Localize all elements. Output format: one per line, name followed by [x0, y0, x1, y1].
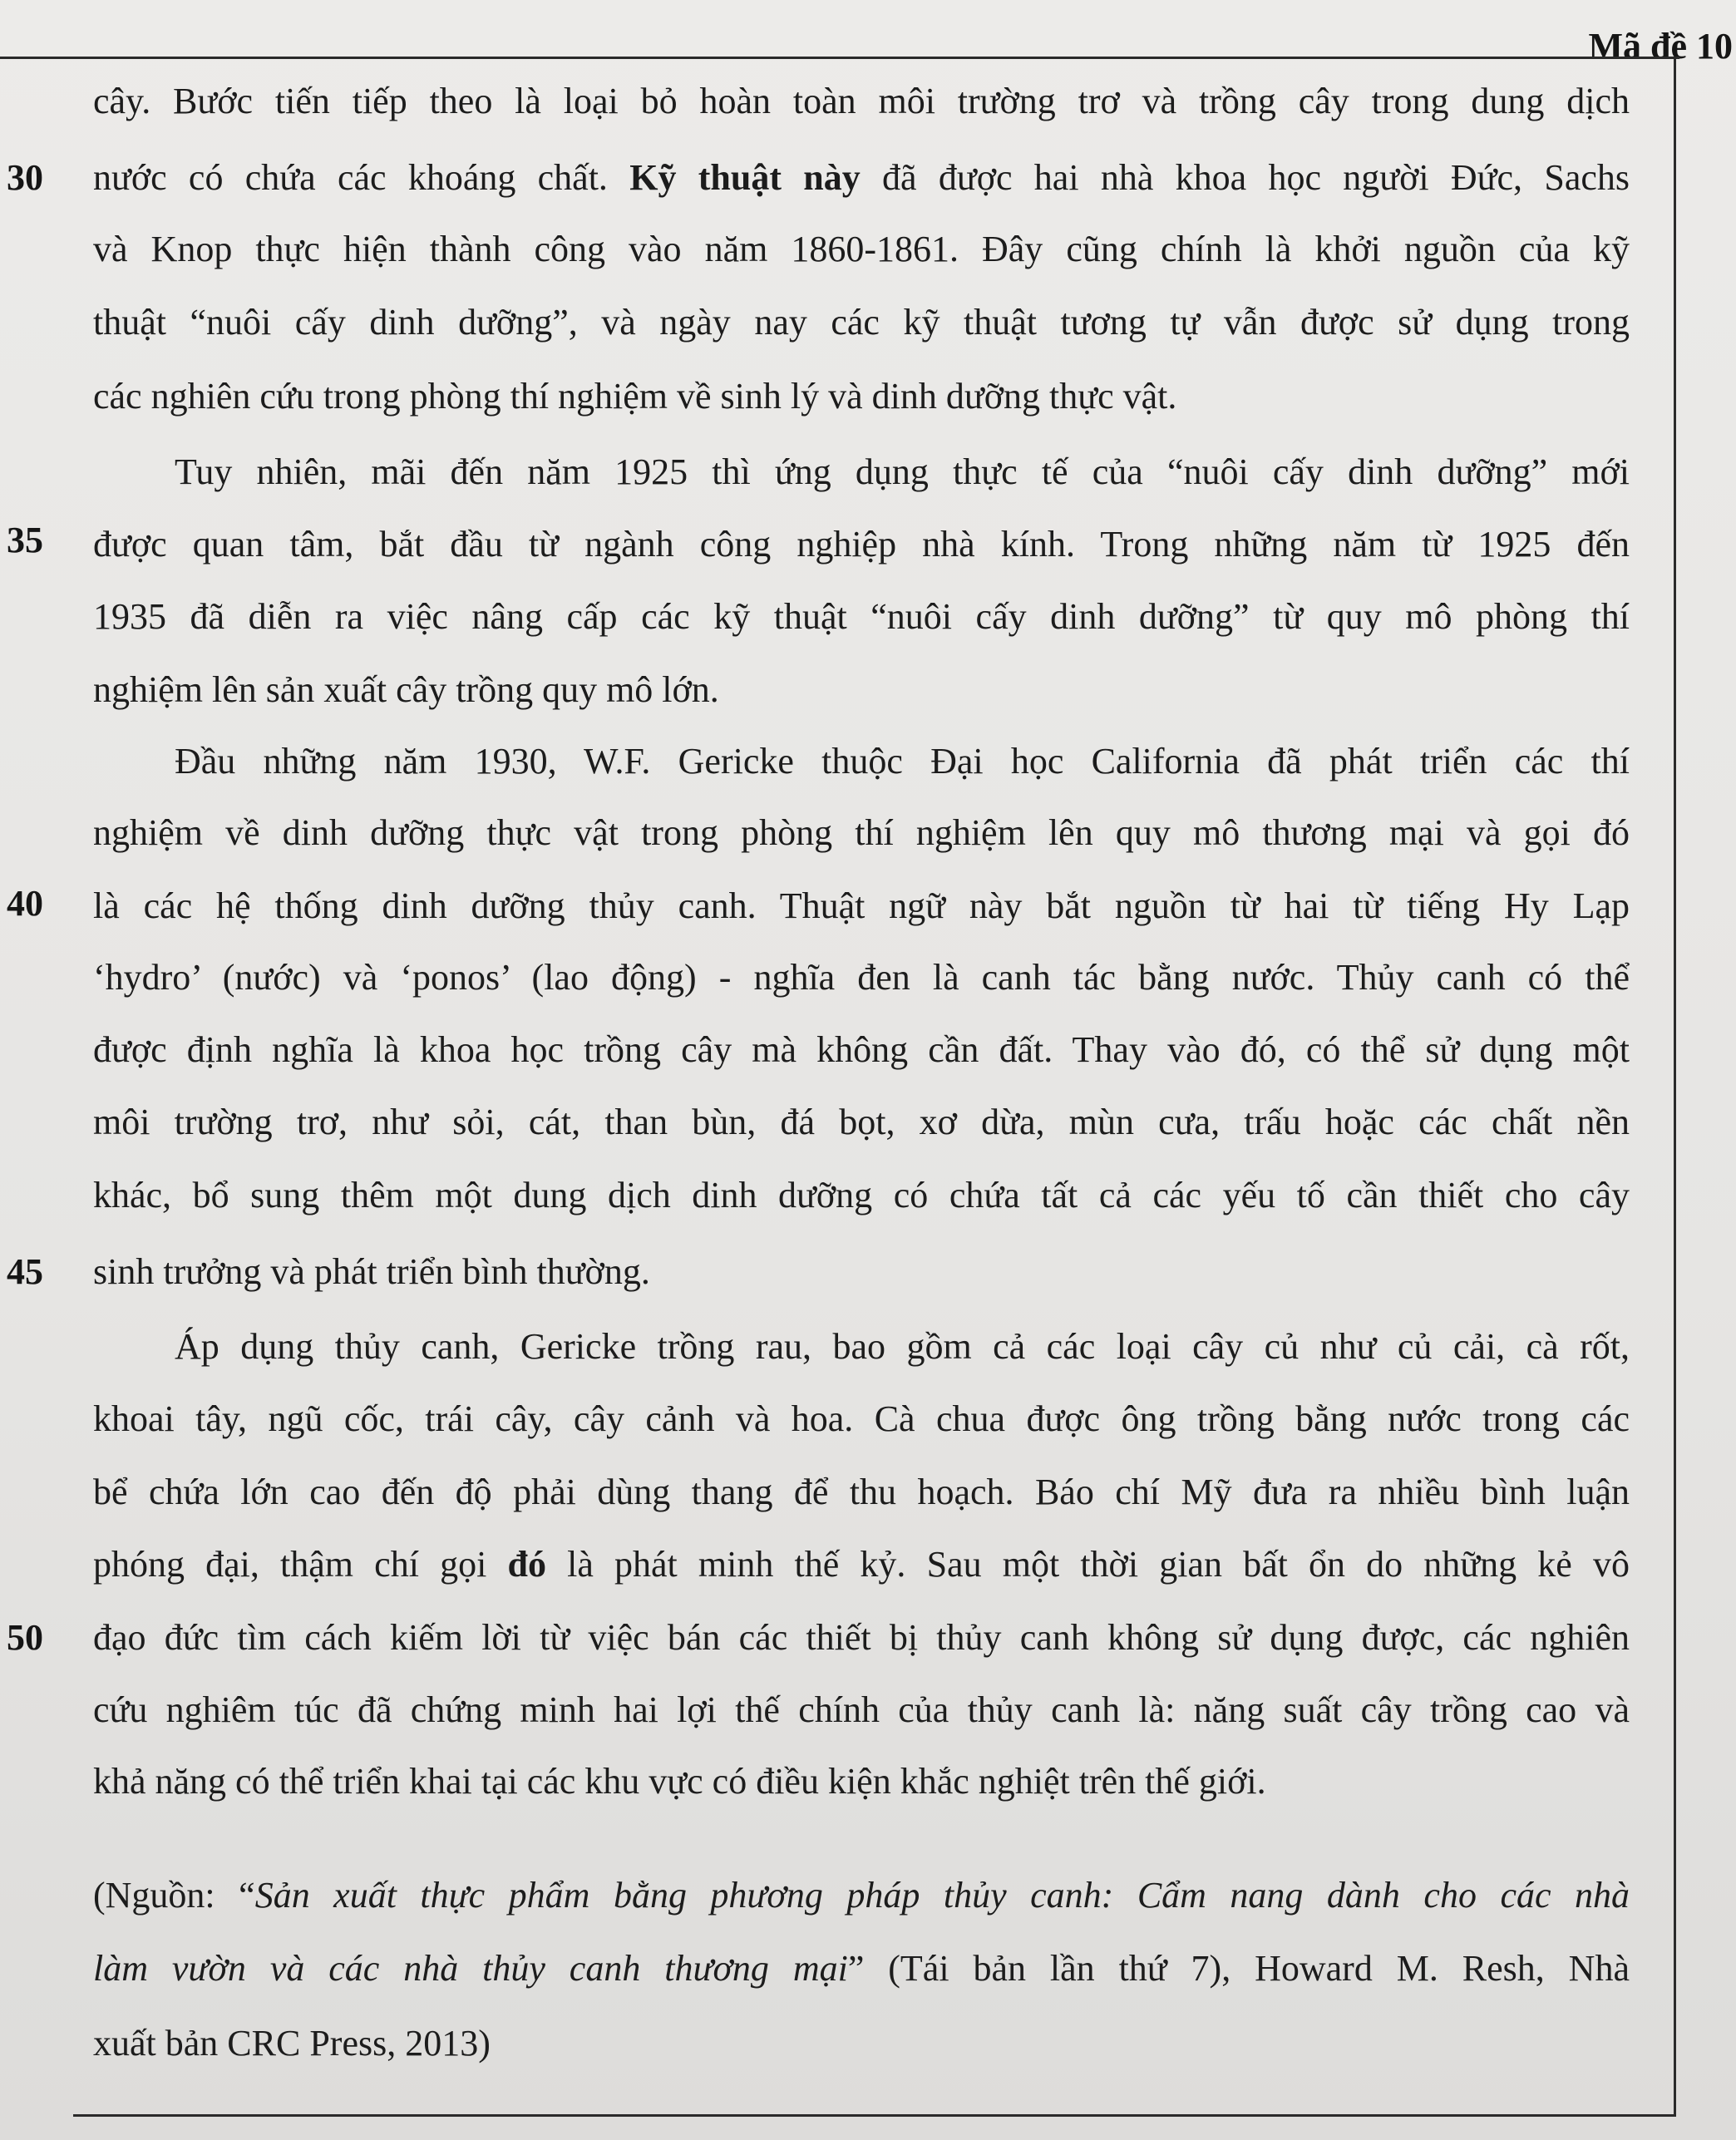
- passage-line: nghiệm lên sản xuất cây trồng quy mô lớn.: [93, 669, 719, 710]
- passage-line: bể chứa lớn cao đến độ phải dùng thang để thu hoạch. Báo chí Mỹ đưa ra nhiều bình luận: [93, 1472, 1630, 1512]
- exam-code: Mã đề 10: [1588, 26, 1733, 67]
- text-run: ” (Tái bản lần thứ 7), Howard M. Resh, Nhà: [847, 1948, 1630, 1989]
- bold-word-do: đó: [507, 1544, 546, 1585]
- source-citation-line: [93, 1871, 1630, 1921]
- line-number: 40: [7, 883, 43, 924]
- source-title: Sản xuất thực phẩm bằng phương pháp thủy canh: Cẩm nang dành cho các nhà: [254, 1875, 1630, 1916]
- source-title: làm vườn và các nhà thủy canh thương mại: [93, 1948, 848, 1989]
- passage-line: cây. Bước tiến tiếp theo là loại bỏ hoàn toàn môi trường trơ và trồng cây trong dung dịch: [93, 81, 1630, 121]
- passage-line: sinh trưởng và phát triển bình thường.: [93, 1251, 650, 1292]
- passage-line: khả năng có thể triển khai tại các khu vực có điều kiện khắc nghiệt trên thế giới.: [93, 1761, 1266, 1802]
- passage-line: môi trường trơ, như sỏi, cát, than bùn, đá bọt, xơ dừa, mùn cưa, trấu hoặc các chất nền: [93, 1102, 1630, 1142]
- line-number: 30: [7, 157, 43, 198]
- bold-phrase-ky-thuat-nay: Kỹ thuật này: [629, 157, 861, 198]
- text-run: là phát minh thế kỷ. Sau một thời gian bất ổn do những kẻ vô: [545, 1544, 1630, 1585]
- text-run: đã được hai nhà khoa học người Đức, Sachs: [860, 157, 1630, 198]
- passage-line: đạo đức tìm cách kiếm lời từ việc bán các thiết bị thủy canh không sử dụng được, các nghiên: [93, 1617, 1630, 1658]
- passage-line: 1935 đã diễn ra việc nâng cấp các kỹ thuật “nuôi cấy dinh dưỡng” từ quy mô phòng thí: [93, 596, 1630, 637]
- passage-line: Tuy nhiên, mãi đến năm 1925 thì ứng dụng thực tế của “nuôi cấy dinh dưỡng” mới: [175, 451, 1630, 492]
- passage-line: được quan tâm, bắt đầu từ ngành công nghiệp nhà kính. Trong những năm từ 1925 đến: [93, 524, 1630, 565]
- passage-line: ‘hydro’ (nước) và ‘ponos’ (lao động) - nghĩa đen là canh tác bằng nước. Thủy canh có thể: [93, 957, 1630, 998]
- passage-line: Áp dụng thủy canh, Gericke trồng rau, bao gồm cả các loại cây củ như củ cải, cà rốt,: [175, 1326, 1630, 1367]
- source-citation-line: xuất bản CRC Press, 2013): [93, 2023, 491, 2064]
- text-run: (Nguồn: “: [93, 1875, 255, 1916]
- passage-line: khác, bổ sung thêm một dung dịch dinh dưỡng có chứa tất cả các yếu tố cần thiết cho cây: [93, 1175, 1630, 1215]
- passage-line: [93, 1540, 1630, 1590]
- line-number: 50: [7, 1617, 43, 1658]
- passage-line: các nghiên cứu trong phòng thí nghiệm về sinh lý và dinh dưỡng thực vật.: [93, 376, 1177, 417]
- passage-line: Đầu những năm 1930, W.F. Gericke thuộc Đại học California đã phát triển các thí: [175, 741, 1630, 782]
- text-run: nước có chứa các khoáng chất.: [93, 157, 630, 198]
- passage-line: cứu nghiêm túc đã chứng minh hai lợi thế chính của thủy canh là: năng suất cây trồng cao và: [93, 1689, 1630, 1730]
- line-number: 45: [7, 1251, 43, 1292]
- line-number: 35: [7, 520, 43, 560]
- passage-line: nghiệm về dinh dưỡng thực vật trong phòng thí nghiệm lên quy mô thương mại và gọi đó: [93, 812, 1630, 853]
- passage-line: và Knop thực hiện thành công vào năm 1860-1861. Đây cũng chính là khởi nguồn của kỹ: [93, 229, 1630, 269]
- passage-line: là các hệ thống dinh dưỡng thủy canh. Thuật ngữ này bắt nguồn từ hai từ tiếng Hy Lạp: [93, 885, 1630, 926]
- passage-line: [93, 153, 1630, 203]
- passage-line: được định nghĩa là khoa học trồng cây mà không cần đất. Thay vào đó, có thể sử dụng một: [93, 1029, 1630, 1070]
- text-run: phóng đại, thậm chí gọi: [93, 1544, 508, 1585]
- passage-line: thuật “nuôi cấy dinh dưỡng”, và ngày nay các kỹ thuật tương tự vẫn được sử dụng trong: [93, 302, 1630, 343]
- source-citation-line: [93, 1944, 1630, 1994]
- passage-line: khoai tây, ngũ cốc, trái cây, cây cảnh và hoa. Cà chua được ông trồng bằng nước trong các: [93, 1398, 1630, 1439]
